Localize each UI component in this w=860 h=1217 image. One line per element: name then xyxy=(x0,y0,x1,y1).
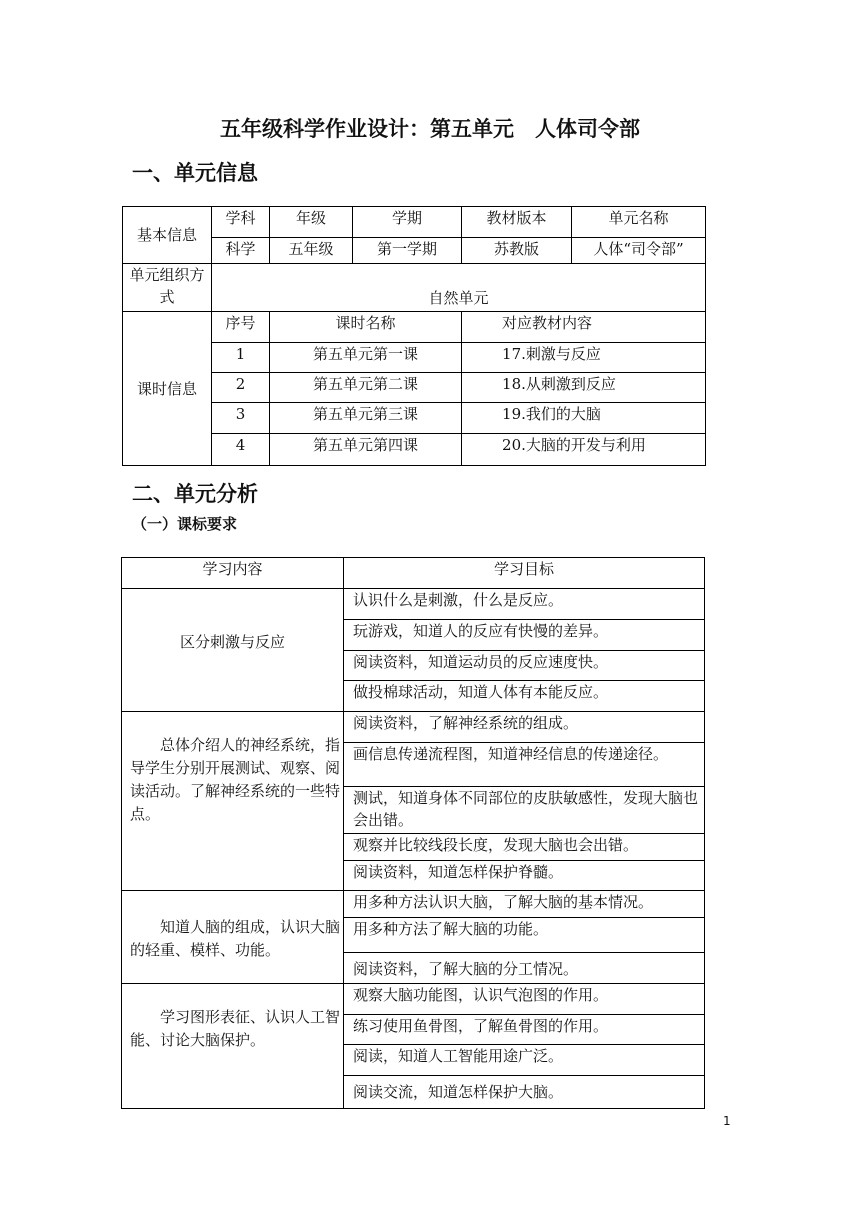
learning-content: 知道人脑的组成，认识大脑的轻重、模样、功能。 xyxy=(122,891,344,984)
page-number: 1 xyxy=(723,1114,731,1128)
lesson-no: 1 xyxy=(212,343,270,373)
subheading-curriculum: （一）课标要求 xyxy=(132,515,238,533)
learning-goal: 画信息传递流程图，知道神经信息的传递途径。 xyxy=(344,743,705,787)
header-grade: 年级 xyxy=(270,207,353,238)
header-learning-content: 学习内容 xyxy=(122,558,344,589)
learning-content: 学习图形表征、认识人工智能、讨论大脑保护。 xyxy=(122,984,344,1109)
header-edition: 教材版本 xyxy=(462,207,572,238)
learning-goal: 练习使用鱼骨图，了解鱼骨图的作用。 xyxy=(344,1015,705,1045)
lesson-name: 第五单元第一课 xyxy=(270,343,462,373)
learning-goal: 测试，知道身体不同部位的皮肤敏感性，发现大脑也会出错。 xyxy=(344,787,705,834)
lesson-header-name: 课时名称 xyxy=(270,312,462,343)
learning-goal: 用多种方法了解大脑的功能。 xyxy=(344,918,705,953)
lesson-name: 第五单元第三课 xyxy=(270,403,462,434)
value-grade: 五年级 xyxy=(270,238,353,264)
lesson-content: 18.从刺激到反应 xyxy=(462,373,706,403)
learning-goal: 观察并比较线段长度，发现大脑也会出错。 xyxy=(344,834,705,861)
learning-goal: 阅读资料，了解大脑的分工情况。 xyxy=(344,953,705,984)
learning-goal: 阅读资料，知道运动员的反应速度快。 xyxy=(344,651,705,681)
page-title: 五年级科学作业设计：第五单元 人体司令部 xyxy=(220,117,640,141)
learning-goal: 做投棉球活动，知道人体有本能反应。 xyxy=(344,681,705,712)
basic-info-label: 基本信息 xyxy=(123,207,212,264)
learning-content: 区分刺激与反应 xyxy=(122,589,344,712)
learning-goal: 认识什么是刺激，什么是反应。 xyxy=(344,589,705,620)
lesson-content: 17.刺激与反应 xyxy=(462,343,706,373)
lesson-no: 2 xyxy=(212,373,270,403)
header-learning-goal: 学习目标 xyxy=(344,558,705,589)
lesson-name: 第五单元第四课 xyxy=(270,434,462,466)
section-heading-unit-info: 一、单元信息 xyxy=(132,161,258,185)
lesson-info-label: 课时信息 xyxy=(123,312,212,466)
lesson-no: 3 xyxy=(212,403,270,434)
learning-goal: 观察大脑功能图，认识气泡图的作用。 xyxy=(344,984,705,1015)
unit-info-table xyxy=(122,206,706,466)
value-edition: 苏教版 xyxy=(462,238,572,264)
org-value: 自然单元 xyxy=(212,264,706,312)
learning-goal: 阅读资料，了解神经系统的组成。 xyxy=(344,712,705,743)
value-subject: 科学 xyxy=(212,238,270,264)
learning-goal: 阅读交流，知道怎样保护大脑。 xyxy=(344,1076,705,1109)
lesson-no: 4 xyxy=(212,434,270,466)
value-unit-name: 人体“司令部” xyxy=(572,238,706,264)
lesson-content: 19.我们的大脑 xyxy=(462,403,706,434)
learning-goal: 玩游戏，知道人的反应有快慢的差异。 xyxy=(344,620,705,651)
section-heading-unit-analysis: 二、单元分析 xyxy=(132,482,258,506)
lesson-content: 20.大脑的开发与利用 xyxy=(462,434,706,466)
header-subject: 学科 xyxy=(212,207,270,238)
header-term: 学期 xyxy=(353,207,462,238)
learning-goal: 阅读，知道人工智能用途广泛。 xyxy=(344,1045,705,1076)
learning-content: 总体介绍人的神经系统，指导学生分别开展测试、观察、阅读活动。了解神经系统的一些特点。 xyxy=(122,712,344,891)
lesson-header-content: 对应教材内容 xyxy=(462,312,706,343)
lesson-header-no: 序号 xyxy=(212,312,270,343)
learning-goal: 用多种方法认识大脑，了解大脑的基本情况。 xyxy=(344,891,705,918)
curriculum-table xyxy=(121,557,705,1109)
header-unit-name: 单元名称 xyxy=(572,207,706,238)
org-label: 单元组织方式 xyxy=(123,264,212,312)
learning-goal: 阅读资料，知道怎样保护脊髓。 xyxy=(344,861,705,891)
lesson-name: 第五单元第二课 xyxy=(270,373,462,403)
value-term: 第一学期 xyxy=(353,238,462,264)
